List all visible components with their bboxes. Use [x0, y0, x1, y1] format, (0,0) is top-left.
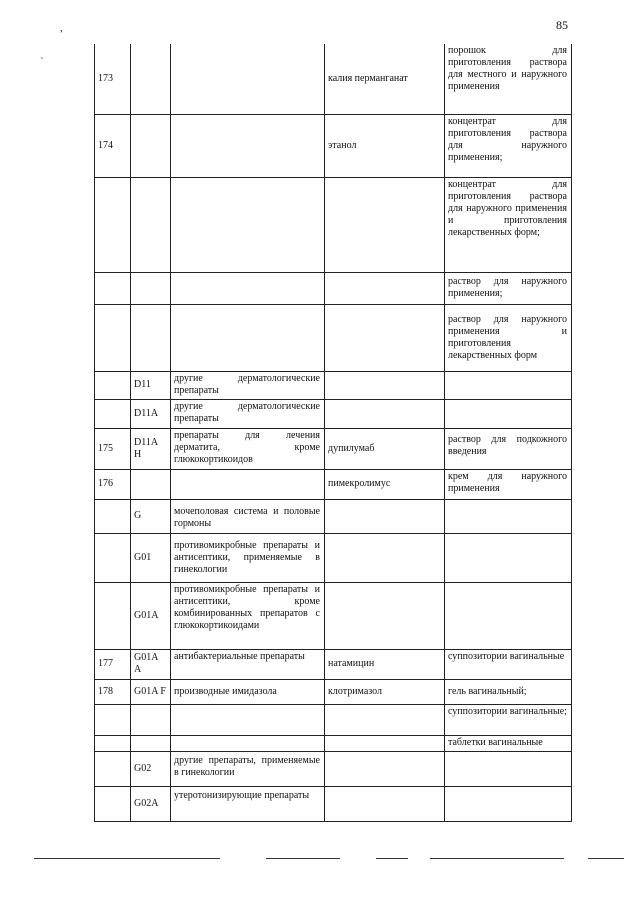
atc-code: G02A [134, 797, 159, 809]
dosage-form: раствор для подкожного введения [448, 434, 567, 457]
footer-rule [266, 858, 340, 859]
atc-code: G01A F [134, 685, 166, 697]
row-number: 175 [98, 442, 113, 454]
drug-name: пимекролимус [328, 478, 391, 489]
dosage-form: гель вагинальный; [448, 685, 527, 697]
dosage-form: концентрат для приготовления раствора для наружного применения; [448, 116, 567, 163]
drug-table [94, 44, 572, 822]
dosage-form: таблетки вагинальные [448, 737, 543, 748]
group-name: утеротонизирующие препараты [174, 790, 310, 801]
footer-rule [376, 858, 408, 859]
scan-mark: , [60, 22, 63, 34]
scan-mark: ` [40, 56, 44, 68]
atc-code: D11 [134, 379, 151, 390]
drug-name: калия перманганат [328, 73, 408, 84]
dosage-form: суппозитории вагинальные; [448, 706, 567, 717]
dosage-form: концентрат для приготовления раствора для наружного применения и приготовления лекарственных форм; [448, 179, 567, 238]
row-number: 176 [98, 478, 113, 489]
footer-rule [430, 858, 564, 859]
group-name: производные имидазола [174, 685, 277, 697]
footer-rule [588, 858, 624, 859]
drug-name: этанол [328, 139, 357, 151]
drug-name: натамицин [328, 658, 375, 669]
atc-code: D11A [134, 407, 159, 419]
group-name: другие препараты, применяемые в гинекологии [174, 755, 320, 778]
group-name: противомикробные препараты и антисептики, применяемые в гинекологии [174, 540, 320, 575]
atc-code: G01A A [134, 652, 158, 675]
row-number: 177 [98, 658, 113, 669]
drug-name: дупилумаб [328, 442, 375, 454]
page-number: 85 [556, 18, 568, 32]
dosage-form: раствор для наружного применения и приготовления лекарственных форм [448, 314, 567, 361]
group-name: мочеполовая система и половые гормоны [174, 506, 320, 529]
row-number: 173 [98, 73, 113, 84]
atc-code: G01A [134, 609, 159, 621]
group-name: противомикробные препараты и антисептики, кроме комбинированных препаратов с глюкокортикоидами [174, 584, 320, 631]
group-name: антибактериальные препараты [174, 651, 305, 662]
dosage-form: суппозитории вагинальные [448, 651, 565, 662]
group-name: другие дерматологические препараты [174, 401, 320, 424]
footer-rule [34, 858, 220, 859]
row-number: 174 [98, 139, 113, 151]
group-name: препараты для лечения дерматита, кроме глюкокортикоидов [174, 430, 320, 465]
dosage-form: порошок для приготовления раствора для местного и наружного применения [448, 45, 567, 92]
dosage-form: крем для наружного применения [448, 471, 567, 494]
atc-code: G [134, 510, 142, 521]
atc-code: D11A H [134, 436, 158, 460]
atc-code: G02 [134, 762, 152, 774]
atc-code: G01 [134, 551, 152, 563]
row-number: 178 [98, 685, 113, 697]
dosage-form: раствор для наружного применения; [448, 276, 567, 299]
drug-name: клотримазол [328, 685, 383, 697]
group-name: другие дерматологические препараты [174, 373, 320, 396]
